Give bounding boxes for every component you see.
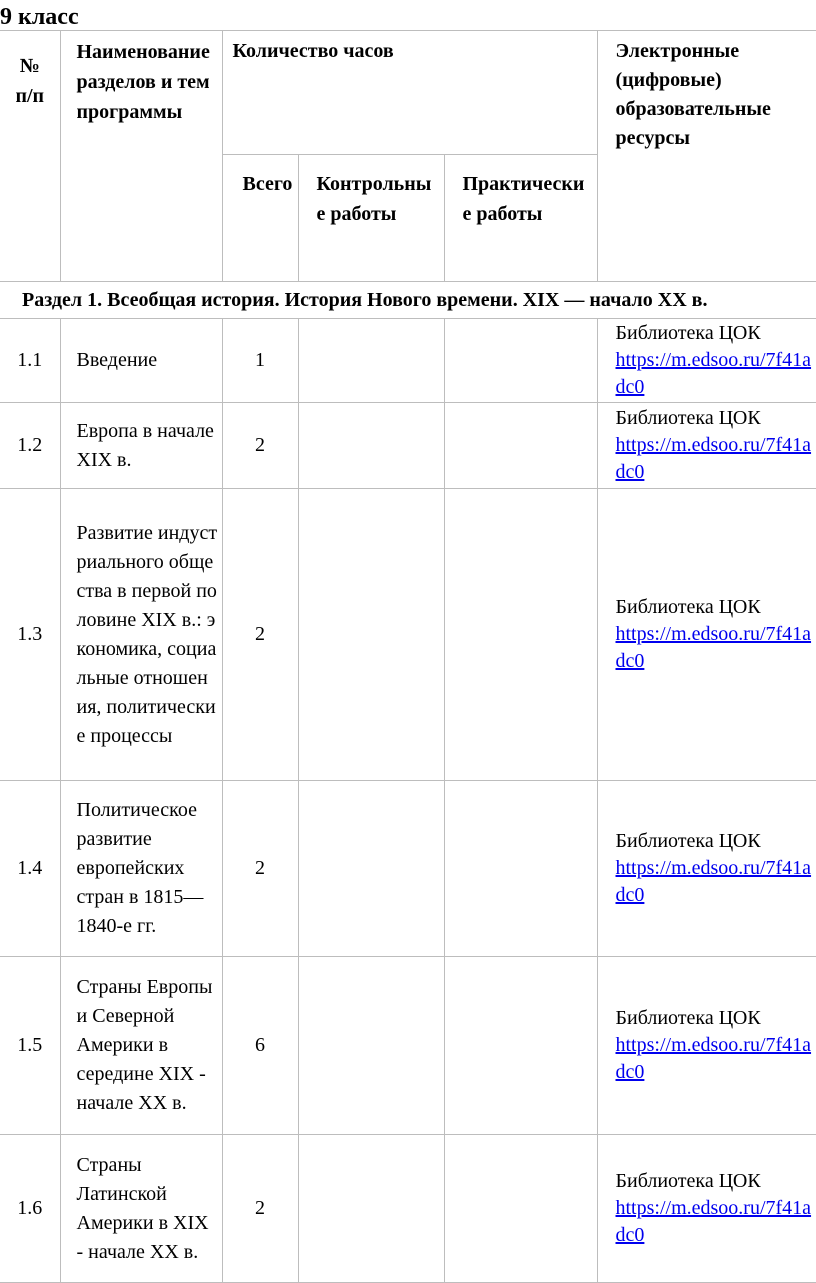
resource-label: Библиотека ЦОК xyxy=(616,320,816,347)
table-row xyxy=(0,1135,816,1283)
row-total-hours: 2 xyxy=(222,489,298,781)
row-total-hours: 6 xyxy=(222,957,298,1135)
row-number: 1.3 xyxy=(0,489,60,781)
resource-label: Библиотека ЦОК xyxy=(616,1005,816,1032)
curriculum-table xyxy=(0,30,816,1283)
resource-link[interactable]: https://m.edsoo.ru/7f41adc0 xyxy=(616,1032,816,1086)
header-resources: Электронные (цифровые) образовательные ресурсы xyxy=(597,31,816,282)
row-total-hours: 2 xyxy=(222,403,298,489)
header-control: Контрольные работы xyxy=(298,155,444,282)
resource-label: Библиотека ЦОК xyxy=(616,405,816,432)
resource-link[interactable]: https://m.edsoo.ru/7f41adc0 xyxy=(616,347,816,401)
header-total: Всего xyxy=(222,155,298,282)
row-practical-works xyxy=(444,403,597,489)
section-row xyxy=(0,282,816,319)
row-number: 1.2 xyxy=(0,403,60,489)
row-control-works xyxy=(298,1135,444,1283)
table-header-row-1 xyxy=(0,31,816,155)
section-title: Раздел 1. Всеобщая история. История Нового времени. XIX — начало XX в. xyxy=(0,282,816,319)
table-row xyxy=(0,781,816,957)
row-resource xyxy=(597,489,816,781)
row-topic: Страны Латинской Америки в XIX - начале XX в. xyxy=(60,1135,222,1283)
row-number: 1.5 xyxy=(0,957,60,1135)
row-total-hours: 1 xyxy=(222,319,298,403)
row-topic: Политическое развитие европейских стран в 1815—1840-е гг. xyxy=(60,781,222,957)
resource-link[interactable]: https://m.edsoo.ru/7f41adc0 xyxy=(616,1195,816,1249)
row-number: 1.1 xyxy=(0,319,60,403)
table-row xyxy=(0,489,816,781)
table-row xyxy=(0,403,816,489)
row-practical-works xyxy=(444,781,597,957)
row-practical-works xyxy=(444,319,597,403)
row-topic: Европа в начале XIX в. xyxy=(60,403,222,489)
row-number: 1.6 xyxy=(0,1135,60,1283)
row-control-works xyxy=(298,957,444,1135)
row-resource xyxy=(597,1135,816,1283)
row-total-hours: 2 xyxy=(222,781,298,957)
header-number: № п/п xyxy=(0,31,60,282)
row-resource xyxy=(597,957,816,1135)
row-resource xyxy=(597,319,816,403)
header-hours: Количество часов xyxy=(222,31,597,155)
row-control-works xyxy=(298,403,444,489)
resource-label: Библиотека ЦОК xyxy=(616,594,816,621)
row-total-hours: 2 xyxy=(222,1135,298,1283)
row-resource xyxy=(597,781,816,957)
row-control-works xyxy=(298,319,444,403)
row-topic: Развитие индустриального общества в первой половине XIX в.: экономика, социальные отношения, политические процессы xyxy=(60,489,222,781)
row-practical-works xyxy=(444,489,597,781)
resource-link[interactable]: https://m.edsoo.ru/7f41adc0 xyxy=(616,621,816,675)
resource-label: Библиотека ЦОК xyxy=(616,1168,816,1195)
row-practical-works xyxy=(444,957,597,1135)
page-title: 9 класс xyxy=(0,3,79,31)
row-control-works xyxy=(298,489,444,781)
row-topic: Введение xyxy=(60,319,222,403)
resource-link[interactable]: https://m.edsoo.ru/7f41adc0 xyxy=(616,432,816,486)
resource-label: Библиотека ЦОК xyxy=(616,828,816,855)
table-row xyxy=(0,319,816,403)
row-topic: Страны Европы и Северной Америки в середине XIX - начале XX в. xyxy=(60,957,222,1135)
row-control-works xyxy=(298,781,444,957)
header-name: Наименование разделов и тем программы xyxy=(60,31,222,282)
row-number: 1.4 xyxy=(0,781,60,957)
table-row xyxy=(0,957,816,1135)
row-resource xyxy=(597,403,816,489)
row-practical-works xyxy=(444,1135,597,1283)
resource-link[interactable]: https://m.edsoo.ru/7f41adc0 xyxy=(616,855,816,909)
header-practical: Практические работы xyxy=(444,155,597,282)
